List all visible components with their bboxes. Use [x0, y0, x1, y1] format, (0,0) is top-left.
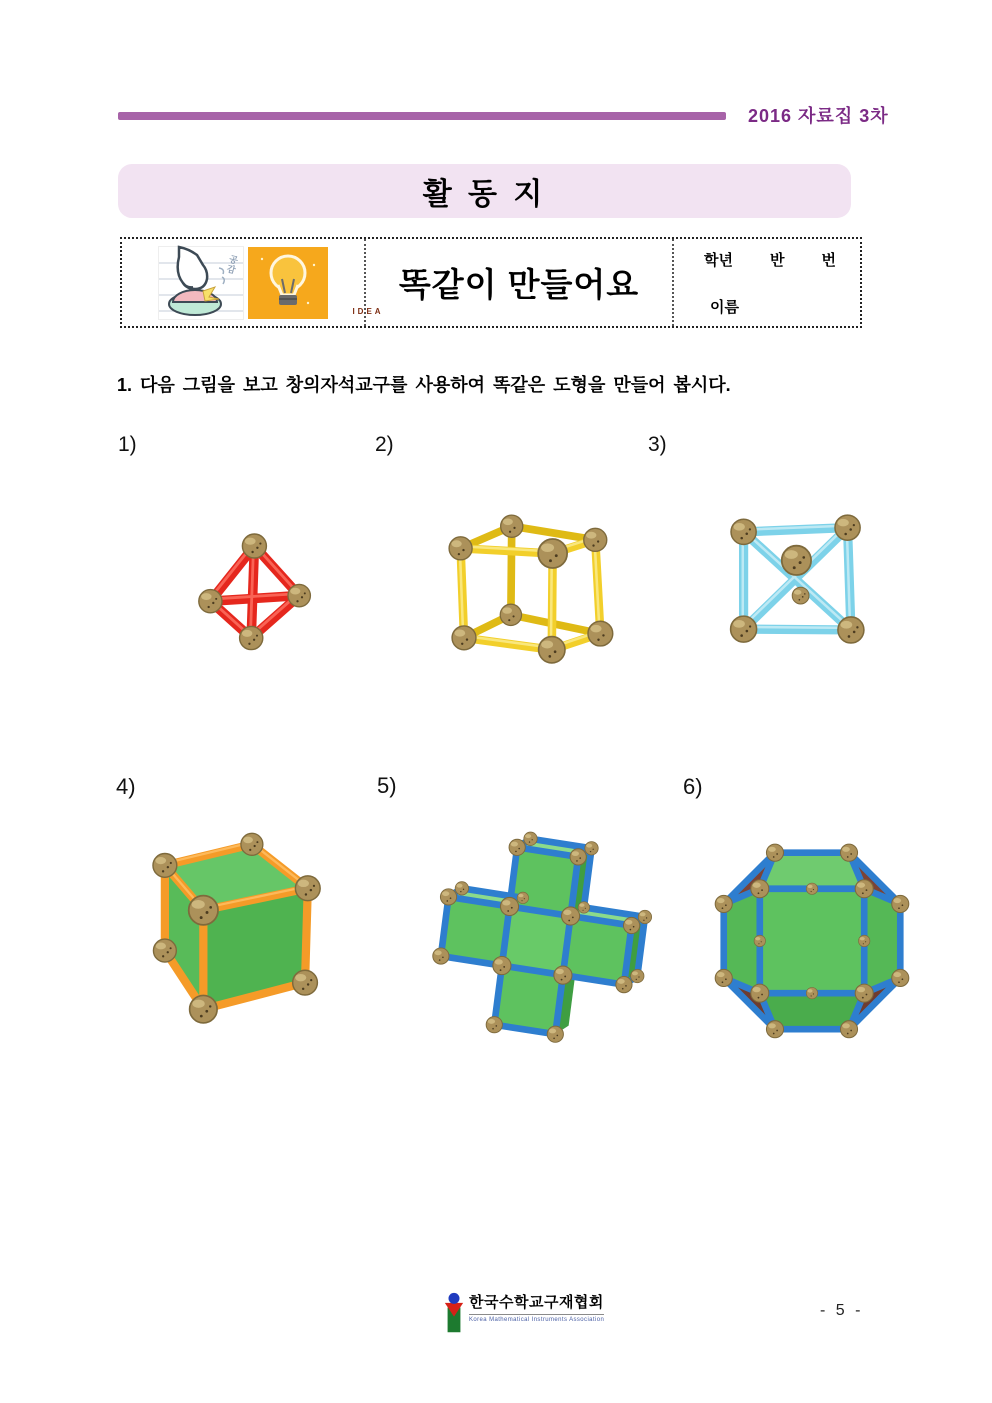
org-name-english: Korea Mathematical Instruments Association — [469, 1317, 605, 1323]
empathy-caption: 공감 — [225, 253, 240, 275]
activity-header-box — [120, 237, 862, 328]
page-number: - 5 - — [820, 1302, 864, 1319]
green-blue-sphere-photo — [696, 828, 928, 1052]
figure-3-label: 3) — [648, 433, 667, 456]
yellow-cube-drawing — [418, 492, 614, 678]
green-blue-cross-photo — [418, 817, 664, 1076]
green-orange-cube-photo — [114, 826, 344, 1044]
green-blue-cross-drawing — [418, 817, 664, 1076]
org-name-korean: 한국수학교구재협회 — [469, 1291, 604, 1315]
figure-1-label: 1) — [118, 433, 137, 456]
grade-field-label: 학년 — [704, 252, 733, 269]
header-rule — [118, 112, 726, 120]
red-octahedron-photo — [172, 498, 332, 666]
worksheet-title: 활 동 지 — [422, 178, 547, 211]
activity-icons-cell — [122, 239, 384, 326]
name-field-label: 이름 — [710, 299, 739, 316]
red-octahedron-drawing — [172, 498, 332, 666]
figure-6-label: 6) — [683, 774, 703, 799]
idea-lightbulb-illustration — [248, 247, 384, 319]
worksheet-title-banner — [118, 164, 851, 218]
figure-2-label: 2) — [375, 433, 394, 456]
org-logo — [443, 1291, 604, 1335]
class-field-label: 반 — [769, 252, 785, 269]
green-orange-cube-drawing — [114, 826, 344, 1044]
lightbulb-icon — [248, 247, 328, 319]
idea-caption: IDEA — [352, 306, 384, 316]
yellow-cube-photo — [418, 492, 614, 678]
activity-title-cell — [364, 239, 674, 326]
blue-square-pyramid-photo — [710, 500, 882, 666]
green-blue-sphere-drawing — [696, 828, 928, 1052]
figure-5-label: 5) — [377, 773, 397, 798]
empathy-button-illustration — [158, 246, 244, 320]
activity-title: 똑같이 만들어요 — [398, 266, 640, 303]
figure-4-label: 4) — [116, 774, 136, 799]
number-field-label: 번 — [821, 252, 836, 269]
edition-label: 2016 자료집 3차 — [748, 106, 889, 126]
instruction-text: 1. 다음 그림을 보고 창의자석교구를 사용하여 똑같은 도형을 만들어 봅시다. — [117, 375, 731, 395]
org-logo-icon — [443, 1291, 465, 1335]
blue-square-pyramid-drawing — [710, 500, 882, 666]
student-fields-cell — [674, 239, 860, 326]
